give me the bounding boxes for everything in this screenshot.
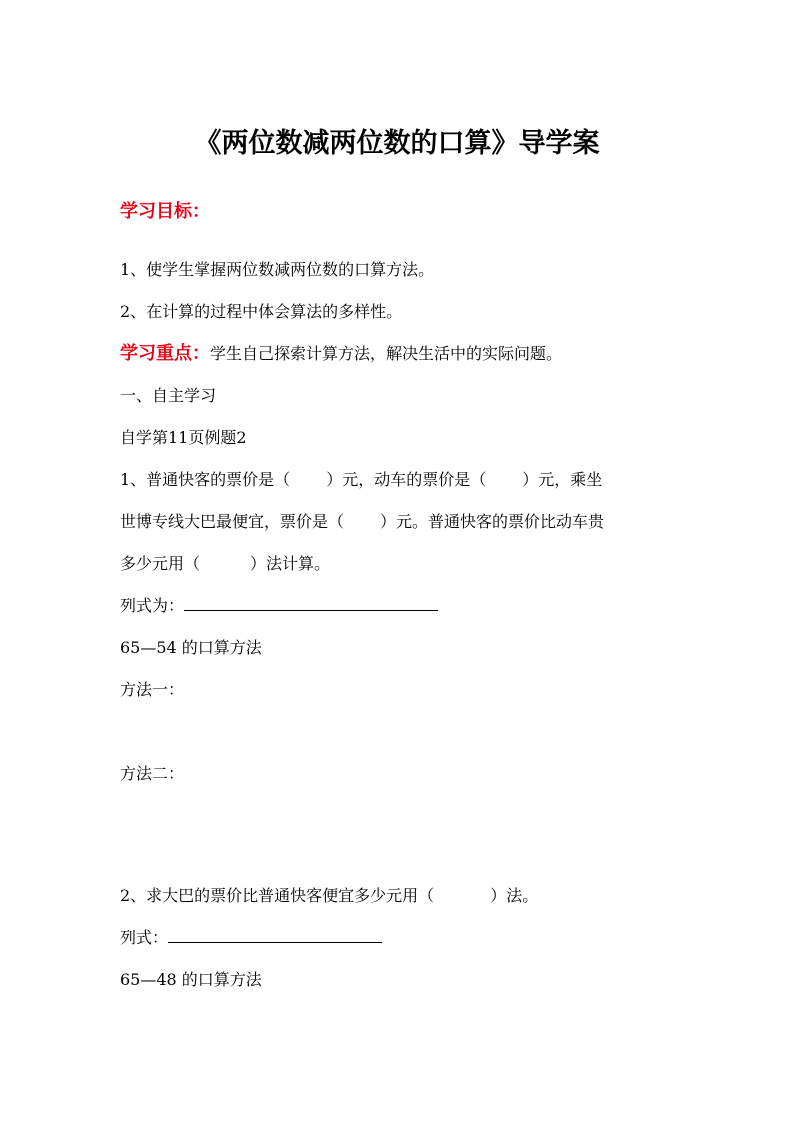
key-point-text: 学生自己探索计算方法，解决生活中的实际问题。 — [210, 344, 563, 363]
formula-label-2: 列式： — [120, 928, 169, 947]
objectives-heading: 学习目标： — [120, 201, 210, 222]
method-title-1: 65—54 的口算方法 — [120, 638, 262, 657]
section-heading: 一、自主学习 — [120, 386, 217, 405]
key-point — [120, 344, 562, 364]
q1-text-d: 世博专线大巴最便宜，票价是（ — [120, 512, 345, 531]
q1-text-c: ）元，乘坐 — [522, 470, 603, 489]
q2-text-a: 2、求大巴的票价比普通快客便宜多少元用（ — [120, 886, 435, 905]
formula-line-1 — [120, 596, 438, 616]
page-title: 《两位数减两位数的口算》导学案 — [194, 128, 600, 159]
method-two-label: 方法二： — [120, 764, 185, 783]
q1-text-a: 1、普通快客的票价是（ — [120, 470, 291, 489]
q1-text-f: 多少元用（ — [120, 554, 201, 573]
question-1-line-3 — [120, 554, 330, 574]
method-title-2: 65—48 的口算方法 — [120, 970, 262, 989]
formula-label-1: 列式为： — [120, 596, 185, 615]
formula-blank-2[interactable] — [168, 928, 382, 943]
q1-text-g: ）法计算。 — [250, 554, 331, 573]
question-1-line-1 — [120, 470, 602, 490]
question-2 — [120, 886, 538, 906]
q2-text-b: ）法。 — [490, 886, 539, 905]
formula-line-2 — [120, 928, 382, 948]
method-one-label: 方法一： — [120, 680, 185, 699]
question-1-line-2 — [120, 512, 604, 532]
objective-item-1: 1、使学生掌握两位数减两位数的口算方法。 — [120, 260, 435, 279]
study-reference: 自学第11页例题2 — [120, 428, 247, 447]
q1-text-b: ）元，动车的票价是（ — [326, 470, 487, 489]
q1-text-e: ）元。普通快客的票价比动车贵 — [380, 512, 605, 531]
formula-blank-1[interactable] — [184, 596, 438, 611]
objective-item-2: 2、在计算的过程中体会算法的多样性。 — [120, 302, 403, 321]
key-point-label: 学习重点： — [120, 343, 210, 364]
